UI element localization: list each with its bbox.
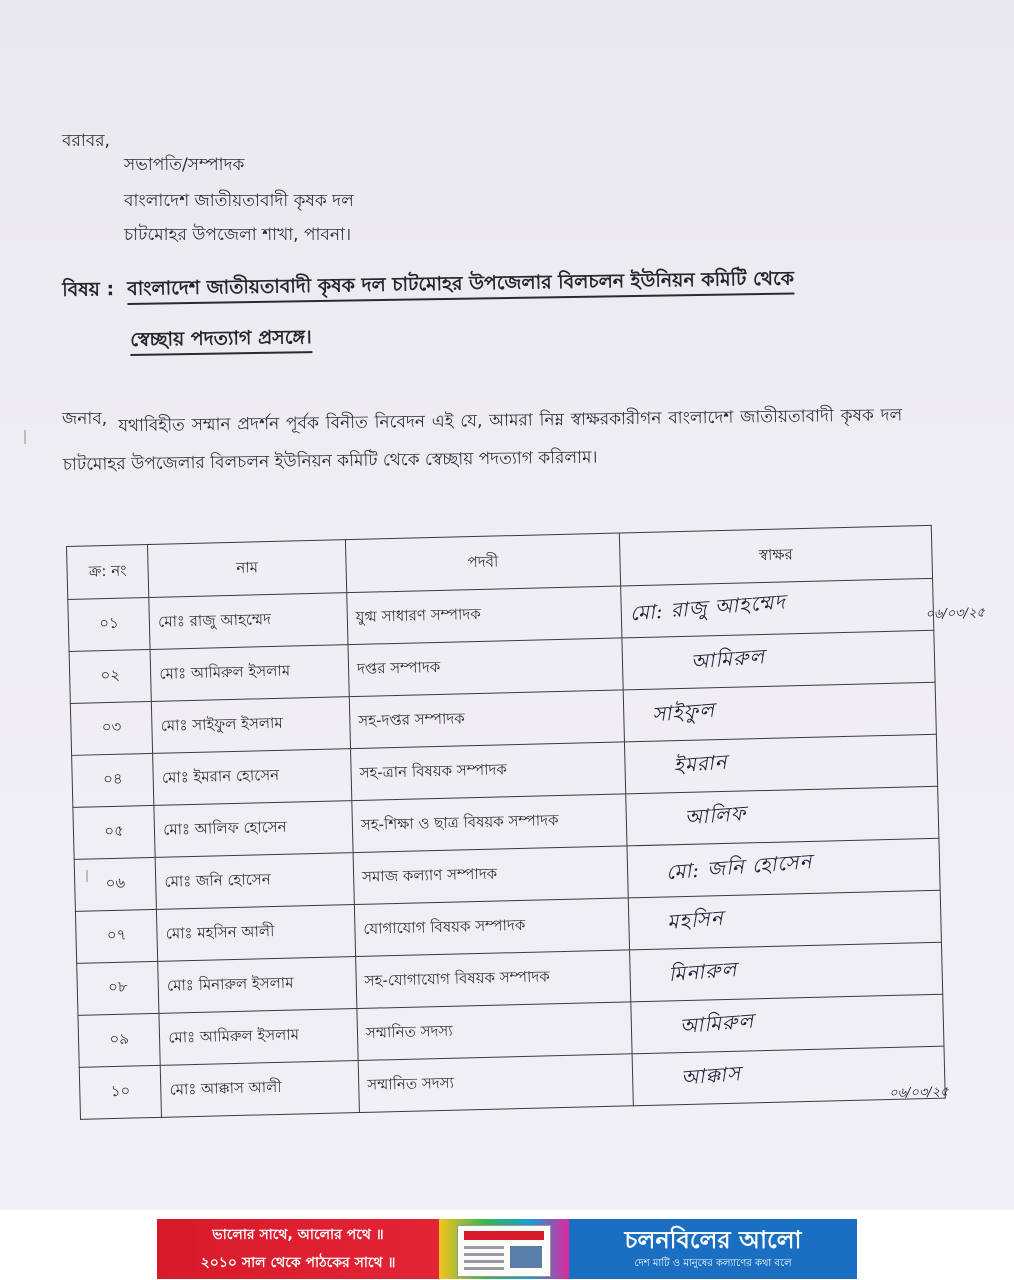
name-cell: মোঃ রাজু আহম্মেদ xyxy=(149,593,348,650)
letter-body xyxy=(62,396,903,484)
signature-cell xyxy=(622,630,935,690)
newspaper-icon xyxy=(457,1225,551,1277)
serial-cell: ০৬ xyxy=(74,857,157,911)
post-cell: সহ-শিক্ষা ও ছাত্র বিষয়ক সম্পাদক xyxy=(352,794,627,853)
signature-cell xyxy=(621,578,986,638)
name-cell: মোঃ সাইফুল ইসলাম xyxy=(152,697,351,754)
body-text: যথাবিহীত সম্মান প্রদর্শন পূর্বক বিনীত নিবেদন এই যে, আমরা নিম্ন স্বাক্ষরকারীগন বাংলাদেশ জাতীয়তাবাদী কৃষক দল চাটমোহর উপজেলার বিলচলন ইউনিয়ন কমিটি থেকে স্বেচ্ছায় পদত্যাগ করিলাম। xyxy=(62,405,903,475)
signature-date: ০৬/০৩/২৫ xyxy=(925,605,986,623)
margin-mark xyxy=(24,430,26,444)
signature-date: ০৬/০৩/২৫ xyxy=(888,1084,949,1102)
name-cell: মোঃ মিনারুল ইসলাম xyxy=(158,957,357,1014)
header-signature: স্বাক্ষর xyxy=(619,525,932,586)
subject-label: বিষয় : xyxy=(62,278,115,301)
newspaper-thumbnail xyxy=(439,1219,569,1279)
post-cell: যোগাযোগ বিষয়ক সম্পাদক xyxy=(354,898,629,957)
handwritten-signature: আমিরুল xyxy=(678,1008,755,1039)
serial-cell: ০১ xyxy=(68,597,151,651)
subject-continuation xyxy=(130,323,312,358)
signature-cell xyxy=(628,890,941,950)
slogan-line: ২০১০ সাল থেকে পাঠকের সাথে ॥ xyxy=(200,1255,396,1271)
handwritten-signature: সাইফুল xyxy=(651,697,716,727)
post-cell: দপ্তর সম্পাদক xyxy=(348,638,623,697)
recipient-line: সভাপতি/সম্পাদক xyxy=(124,155,245,175)
to-label: বরাবর, xyxy=(62,131,110,151)
name-cell: মোঃ আমিরুল ইসলাম xyxy=(150,645,349,702)
signature-cell xyxy=(631,994,944,1054)
name-cell: মোঃ ইমরান হোসেন xyxy=(153,749,352,806)
post-cell: সহ-ত্রান বিষয়ক সম্পাদক xyxy=(350,742,625,801)
banner-brand xyxy=(569,1219,857,1279)
serial-cell: ০৩ xyxy=(70,701,153,755)
recipient-line: বাংলাদেশ জাতীয়তাবাদী কৃষক দল xyxy=(124,191,354,211)
name-cell: মোঃ আমিরুল ইসলাম xyxy=(159,1009,358,1066)
serial-cell: ১০ xyxy=(79,1065,162,1119)
post-cell: সহ-দপ্তর সম্পাদক xyxy=(349,690,624,749)
handwritten-signature: আমিরুল xyxy=(689,644,766,674)
handwritten-signature: মিনারুল xyxy=(667,956,738,987)
post-cell: সম্মানিত সদস্য xyxy=(358,1054,633,1113)
post-cell: যুগ্ম সাধারণ সম্পাদক xyxy=(347,586,622,645)
subject-line: স্বেচ্ছায় পদত্যাগ প্রসঙ্গে। xyxy=(130,326,312,356)
signature-cell xyxy=(626,786,939,846)
serial-cell: ০৭ xyxy=(75,909,158,963)
post-cell: সমাজ কল্যাণ সম্পাদক xyxy=(353,846,628,905)
name-cell: মোঃ জনি হোসেন xyxy=(155,853,354,910)
serial-cell: ০২ xyxy=(69,649,152,703)
brand-title: চলনবিলের আলো xyxy=(624,1225,802,1254)
handwritten-signature: ইমরান xyxy=(672,749,729,778)
name-cell: মোঃ আলিফ হোসেন xyxy=(154,801,353,858)
serial-cell: ০৫ xyxy=(73,805,156,859)
newspaper-banner xyxy=(157,1219,857,1279)
handwritten-signature: মহসিন xyxy=(666,905,725,934)
handwritten-signature: মো: রাজু আহম্মেদ xyxy=(628,589,787,626)
header-serial: ক্র: নং xyxy=(67,545,150,600)
serial-cell: ০৮ xyxy=(77,961,160,1015)
signature-cell xyxy=(629,942,942,1002)
banner-slogan xyxy=(157,1219,439,1279)
header-name: নাম xyxy=(148,540,347,598)
name-cell: মোঃ আক্কাস আলী xyxy=(160,1061,359,1118)
post-cell: সহ-যোগাযোগ বিষয়ক সম্পাদক xyxy=(356,950,631,1009)
signature-cell xyxy=(627,838,940,898)
handwritten-signature: আক্কাস xyxy=(680,1061,742,1090)
signature-cell xyxy=(624,734,937,794)
serial-cell: ০৪ xyxy=(72,753,155,807)
signature-cell xyxy=(632,1046,949,1106)
signature-cell xyxy=(623,682,936,742)
handwritten-signature: মো: জনি হোসেন xyxy=(665,849,814,885)
brand-tagline: দেশ মাটি ও মানুষের কল্যাণের কথা বলে xyxy=(634,1257,792,1269)
salutation: জনাব, xyxy=(62,409,108,429)
serial-cell: ০৯ xyxy=(78,1013,161,1067)
signatories-table xyxy=(66,525,986,1120)
slogan-line: ভালোর সাথে, আলোর পথে ॥ xyxy=(212,1227,384,1243)
header-post: পদবী xyxy=(345,533,620,593)
post-cell: সম্মানিত সদস্য xyxy=(357,1002,632,1061)
name-cell: মোঃ মহসিন আলী xyxy=(157,905,356,962)
handwritten-signature: আলিফ xyxy=(683,800,747,830)
subject-line: বাংলাদেশ জাতীয়তাবাদী কৃষক দল চাটমোহর উপজেলার বিলচলন ইউনিয়ন কমিটি থেকে xyxy=(127,268,794,305)
subject-block xyxy=(62,265,794,308)
recipient-line: চাটমোহর উপজেলা শাখা, পাবনা। xyxy=(124,225,352,245)
